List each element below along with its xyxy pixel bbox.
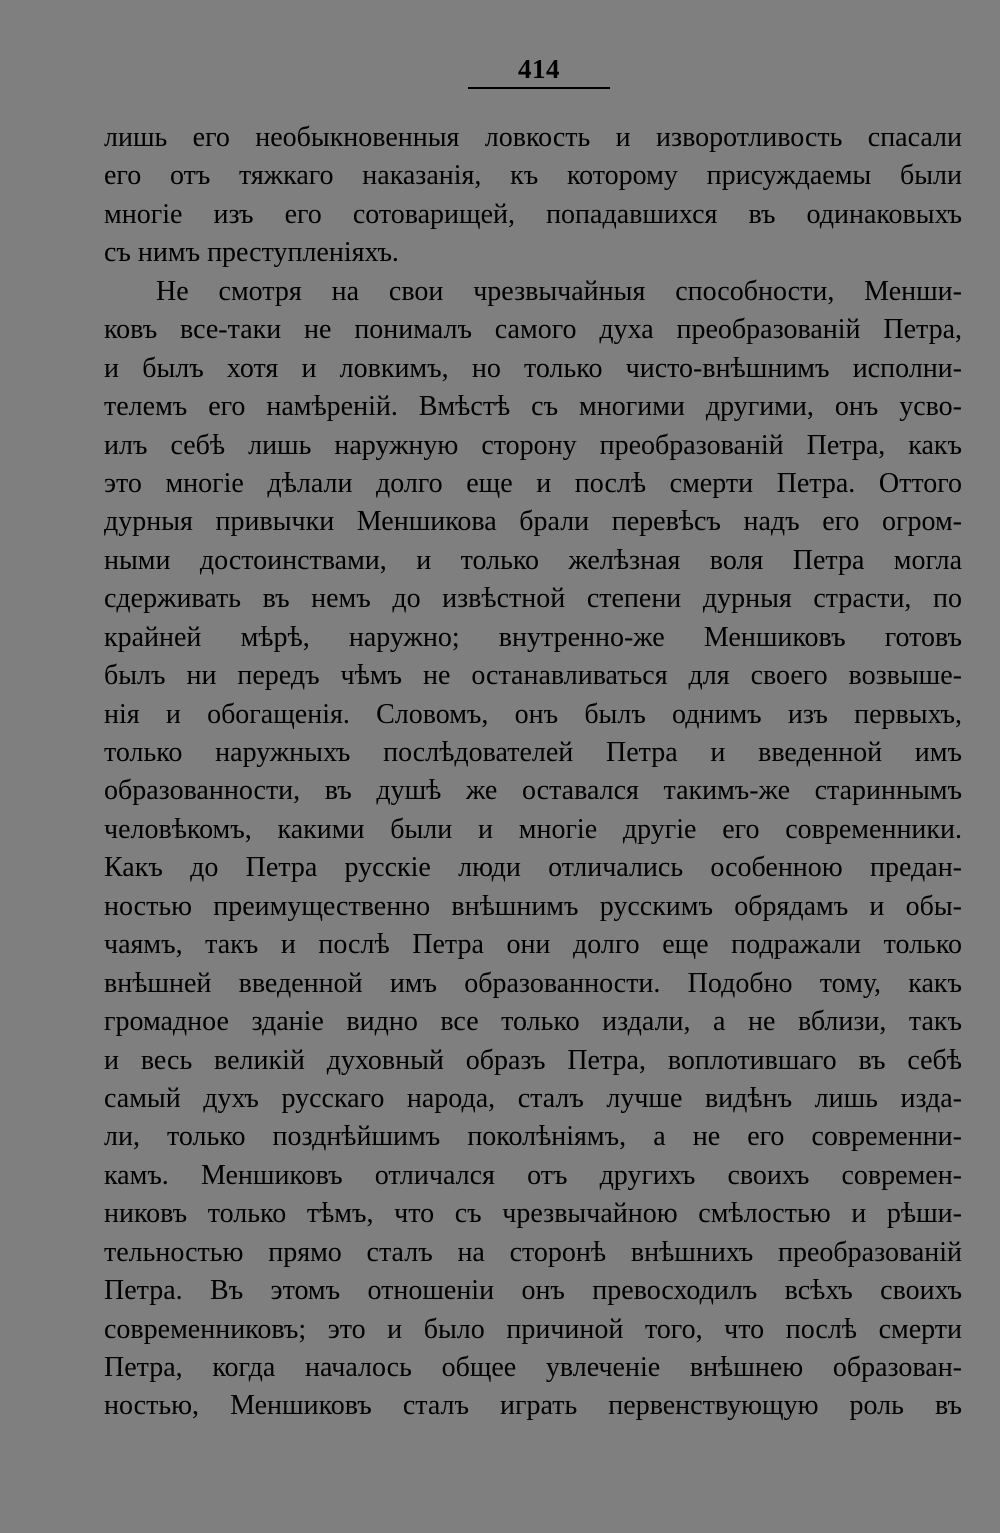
text-line: сдерживать въ немъ до извѣстной степени дурныя страсти, по	[104, 583, 962, 615]
text-line: самый духъ русскаго народа, сталъ лучше видѣнъ лишь изда-	[104, 1082, 962, 1114]
paragraph-first-line: Не смотря на свои чрезвычайныя способности, Менши-	[156, 275, 962, 307]
text-line: человѣкомъ, какими были и многіе другіе его современники.	[104, 813, 962, 845]
text-line: ковъ все-таки не понималъ самого духа преобразованій Петра,	[104, 314, 962, 346]
text-line: телемъ его намѣреній. Вмѣстѣ съ многими другими, онъ усво-	[104, 391, 962, 423]
text-line: внѣшней введенной имъ образованности. Подобно тому, какъ	[104, 967, 962, 999]
text-line: многіе изъ его сотоварищей, попадавшихся въ одинаковыхъ	[104, 198, 962, 230]
text-line: и весь великій духовный образъ Петра, воплотившаго въ себѣ	[104, 1044, 962, 1076]
text-line: громадное зданіе видно все только издали, а не вблизи, такъ	[104, 1006, 962, 1038]
page-number-rule	[468, 87, 610, 89]
text-line: ли, только позднѣйшимъ поколѣніямъ, а не его современни-	[104, 1121, 962, 1153]
text-line: и былъ хотя и ловкимъ, но только чисто-внѣшнимъ исполни-	[104, 352, 962, 384]
text-line: былъ ни передъ чѣмъ не останавливаться для своего возвыше-	[104, 660, 962, 692]
text-line: ностью преимущественно внѣшнимъ русскимъ обрядамъ и обы-	[104, 890, 962, 922]
text-line: Петра, когда началось общее увлеченіе внѣшнею образован-	[104, 1352, 962, 1383]
text-line: илъ себѣ лишь наружную сторону преобразованій Петра, какъ	[104, 429, 962, 461]
text-line: нія и обогащенія. Словомъ, онъ былъ однимъ изъ первыхъ,	[104, 698, 962, 730]
text-line: это многіе дѣлали долго еще и послѣ смерти Петра. Оттого	[104, 467, 962, 499]
text-line: крайней мѣрѣ, наружно; внутренно-же Меншиковъ готовъ	[104, 621, 962, 653]
text-line: только наружныхъ послѣдователей Петра и введенной имъ	[104, 737, 962, 768]
body-text	[104, 119, 962, 1426]
text-line: тельностью прямо сталъ на сторонѣ внѣшнихъ преобразованій	[104, 1236, 962, 1268]
text-line: никовъ только тѣмъ, что съ чрезвычайною смѣлостью и рѣши-	[104, 1198, 962, 1230]
page-number: 414	[518, 54, 560, 84]
text-line: дурныя привычки Меншикова брали перевѣсъ надъ его огром-	[104, 506, 962, 538]
text-line: Петра. Въ этомъ отношеніи онъ превосходилъ всѣхъ своихъ	[104, 1275, 962, 1307]
text-line: камъ. Меншиковъ отличался отъ другихъ своихъ современ-	[104, 1159, 962, 1191]
text-line: ными достоинствами, и только желѣзная воля Петра могла	[104, 544, 962, 576]
text-line: его отъ тяжкаго наказанія, къ которому присуждаемы были	[104, 160, 962, 192]
text-line: съ нимъ преступленіяхъ.	[104, 237, 399, 269]
text-line: чаямъ, такъ и послѣ Петра они долго еще подражали только	[104, 929, 962, 961]
text-line: современниковъ; это и было причиной того, что послѣ смерти	[104, 1313, 962, 1345]
text-line: ностью, Меншиковъ сталъ играть первенствующую роль въ	[104, 1390, 962, 1422]
text-line: Какъ до Петра русскіе люди отличались особенною предан-	[104, 852, 962, 884]
text-line: образованности, въ душѣ же оставался такимъ-же стариннымъ	[104, 775, 962, 807]
text-line: лишь его необыкновенныя ловкость и изворотливость спасали	[104, 122, 962, 153]
